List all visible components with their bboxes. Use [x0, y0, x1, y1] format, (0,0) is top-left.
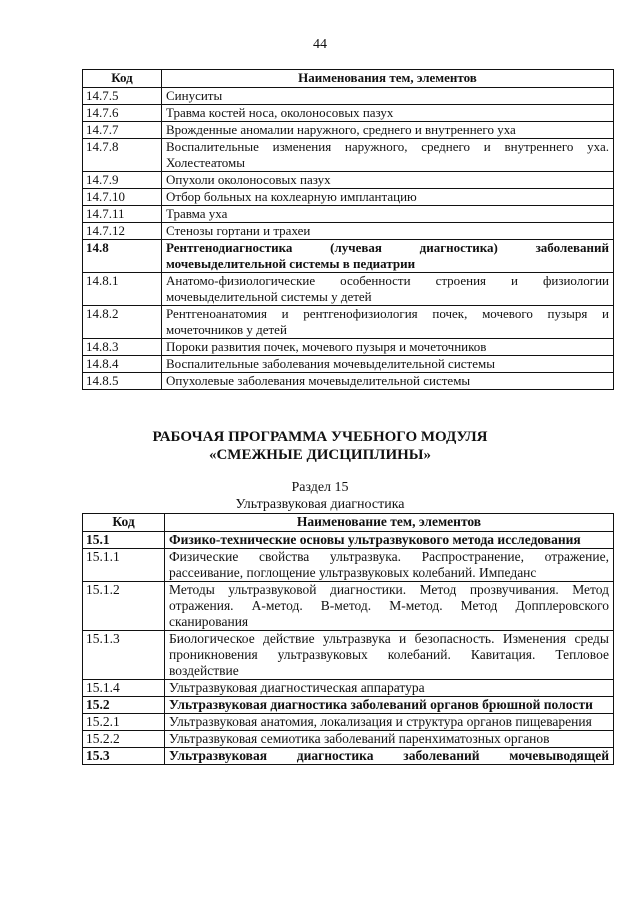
row-name: Воспалительные заболевания мочевыделительной системы	[162, 356, 614, 373]
row-code: 14.7.10	[83, 189, 162, 206]
row-name: Рентгенодиагностика (лучевая диагностика) заболеваний мочевыделительной системы в педиатрии	[162, 240, 614, 273]
table-row	[83, 172, 614, 189]
header-code: Код	[83, 70, 162, 88]
row-code: 14.8.4	[83, 356, 162, 373]
table-row	[83, 731, 614, 748]
row-code: 14.8.5	[83, 373, 162, 390]
table-header-row	[83, 70, 614, 88]
row-name: Ультразвуковая диагностическая аппаратура	[165, 680, 614, 697]
row-code: 14.7.12	[83, 223, 162, 240]
row-name: Травма уха	[162, 206, 614, 223]
table-row	[83, 139, 614, 172]
table-row	[83, 105, 614, 122]
module-heading-line1: РАБОЧАЯ ПРОГРАММА УЧЕБНОГО МОДУЛЯ	[152, 429, 488, 445]
row-code: 15.1.2	[83, 582, 165, 631]
row-name: Ультразвуковая анатомия, локализация и структура органов пищеварения	[165, 714, 614, 731]
row-code: 14.8.1	[83, 273, 162, 306]
table-row	[83, 339, 614, 356]
table-row	[83, 356, 614, 373]
table-row	[83, 714, 614, 731]
table-row	[83, 549, 614, 582]
row-code: 15.1.4	[83, 680, 165, 697]
row-code: 14.7.5	[83, 88, 162, 105]
row-name: Стенозы гортани и трахеи	[162, 223, 614, 240]
row-name: Физико-технические основы ультразвукового метода исследования	[165, 532, 614, 549]
table-row	[83, 306, 614, 339]
table-row	[83, 748, 614, 765]
topics-table-continued	[82, 69, 614, 390]
table-row	[83, 240, 614, 273]
table-header-row	[83, 514, 614, 532]
row-code: 14.7.7	[83, 122, 162, 139]
row-code: 15.2.1	[83, 714, 165, 731]
table-row	[83, 373, 614, 390]
table-row	[83, 206, 614, 223]
row-code: 14.8	[83, 240, 162, 273]
table-row	[83, 88, 614, 105]
row-name: Врожденные аномалии наружного, среднего и внутреннего уха	[162, 122, 614, 139]
topics-table-section-15	[82, 513, 614, 765]
row-code: 15.3	[83, 748, 165, 765]
row-name: Физические свойства ультразвука. Распространение, отражение, рассеивание, поглощение ультразвуковых колебаний. Импеданс	[165, 549, 614, 582]
row-code: 15.1.1	[83, 549, 165, 582]
row-code: 14.7.8	[83, 139, 162, 172]
table-row	[83, 532, 614, 549]
table-row	[83, 223, 614, 240]
row-code: 15.1	[83, 532, 165, 549]
row-name: Биологическое действие ультразвука и безопасность. Изменения среды проникновения ультразвуковых колебаний. Кавитация. Тепловое воздействие	[165, 631, 614, 680]
row-name: Травма костей носа, околоносовых пазух	[162, 105, 614, 122]
row-name: Опухоли околоносовых пазух	[162, 172, 614, 189]
row-code: 15.2	[83, 697, 165, 714]
table-row	[83, 273, 614, 306]
table-row	[83, 122, 614, 139]
table-row	[83, 697, 614, 714]
row-name: Ультразвуковая диагностика заболеваний мочевыводящей	[165, 748, 614, 765]
row-code: 14.7.6	[83, 105, 162, 122]
row-name: Анатомо-физиологические особенности строения и физиологии мочевыделительной системы у детей	[162, 273, 614, 306]
row-code: 15.1.3	[83, 631, 165, 680]
section-title: Ультразвуковая диагностика	[235, 497, 405, 512]
row-name: Отбор больных на кохлеарную имплантацию	[162, 189, 614, 206]
section-label: Раздел 15	[291, 480, 349, 495]
row-name: Воспалительные изменения наружного, среднего и внутреннего уха. Холестеатомы	[162, 139, 614, 172]
row-name: Пороки развития почек, мочевого пузыря и мочеточников	[162, 339, 614, 356]
module-heading-line2: «СМЕЖНЫЕ ДИСЦИПЛИНЫ»	[208, 447, 432, 463]
page-number: 44	[313, 37, 327, 52]
header-name: Наименование тем, элементов	[165, 514, 614, 532]
row-name: Синуситы	[162, 88, 614, 105]
table-row	[83, 680, 614, 697]
row-name: Методы ультразвуковой диагностики. Метод прозвучивания. Метод отражения. А-метод. В-метод. М-метод. Метод Допплеровского сканирования	[165, 582, 614, 631]
row-name: Опухолевые заболевания мочевыделительной системы	[162, 373, 614, 390]
table-row	[83, 582, 614, 631]
row-code: 14.8.2	[83, 306, 162, 339]
table-row	[83, 189, 614, 206]
header-name: Наименования тем, элементов	[162, 70, 614, 88]
row-name: Ультразвуковая диагностика заболеваний органов брюшной полости	[165, 697, 614, 714]
row-code: 15.2.2	[83, 731, 165, 748]
row-code: 14.7.11	[83, 206, 162, 223]
row-name: Рентгеноанатомия и рентгенофизиология почек, мочевого пузыря и мочеточников у детей	[162, 306, 614, 339]
row-code: 14.8.3	[83, 339, 162, 356]
row-code: 14.7.9	[83, 172, 162, 189]
header-code: Код	[83, 514, 165, 532]
table-row	[83, 631, 614, 680]
row-name: Ультразвуковая семиотика заболеваний паренхиматозных органов	[165, 731, 614, 748]
